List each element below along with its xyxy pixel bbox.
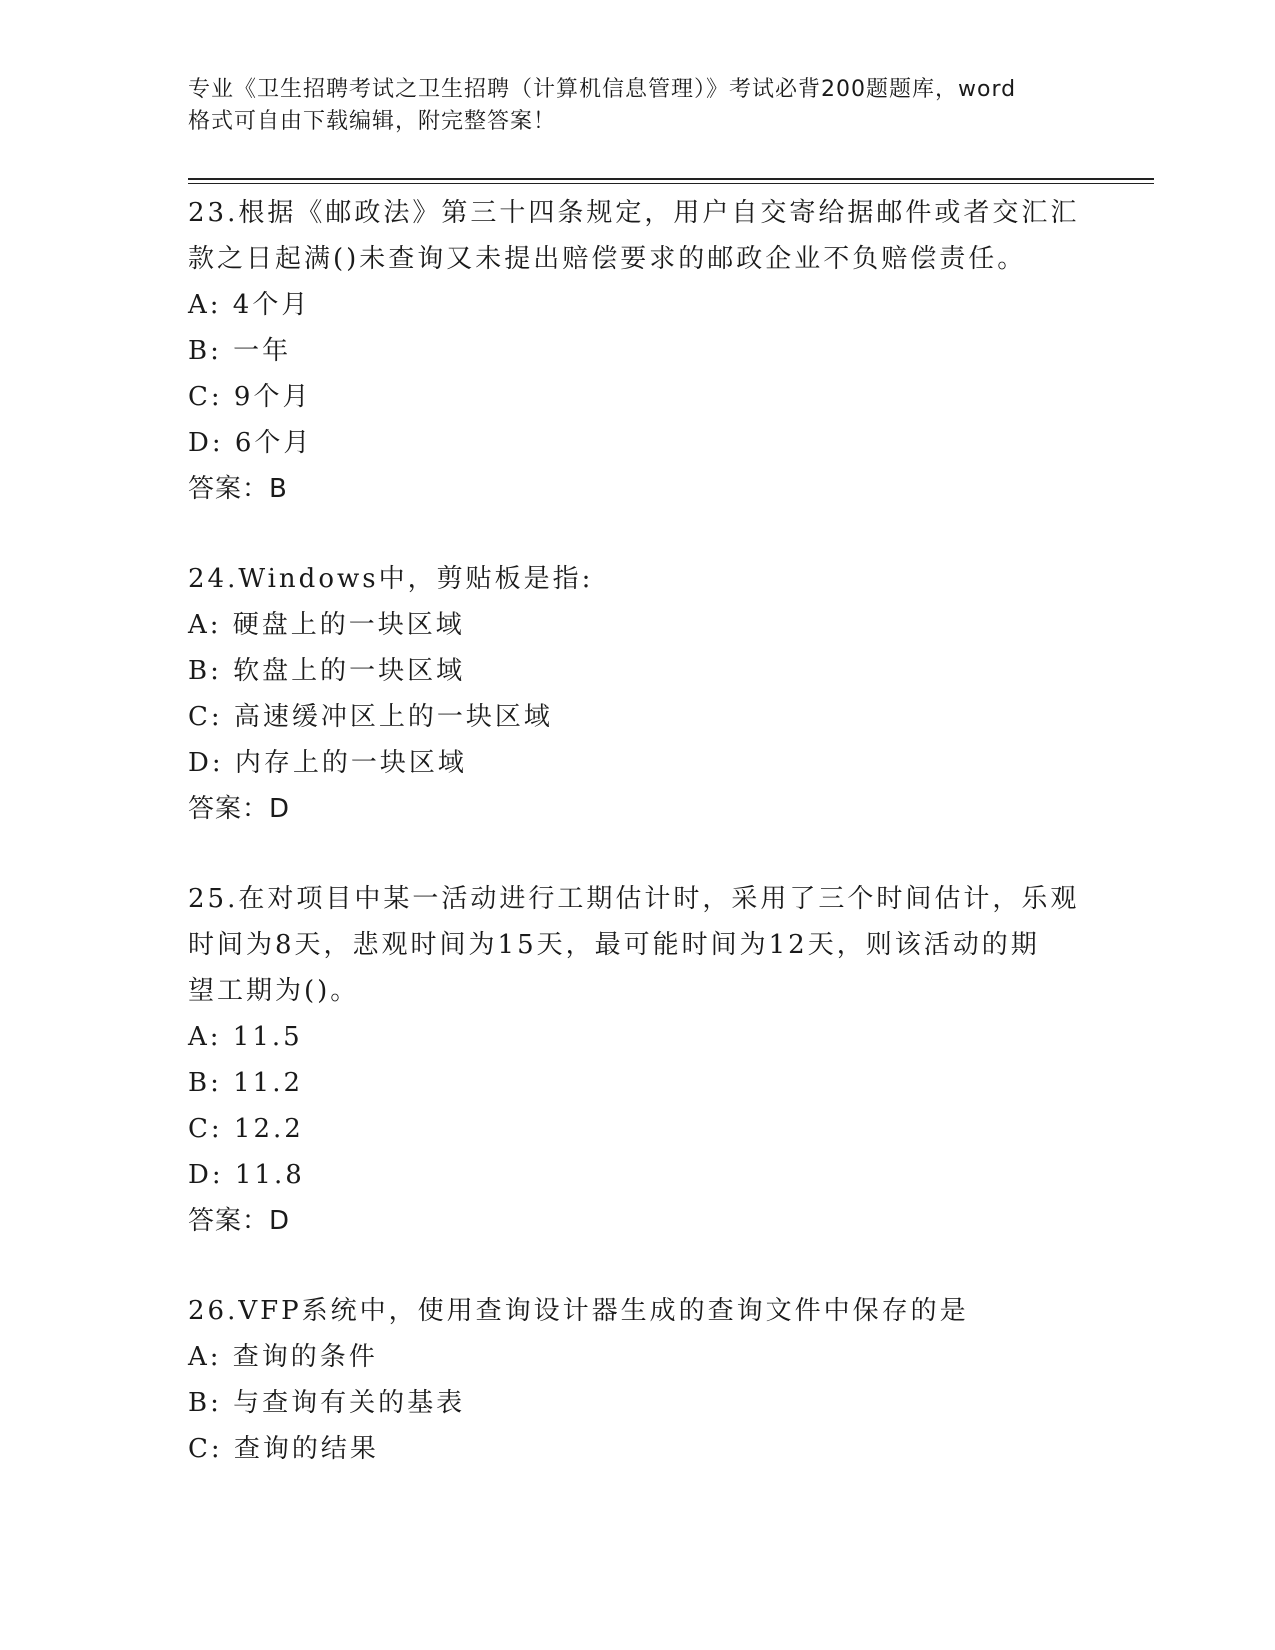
header-divider-thin bbox=[188, 183, 1154, 184]
question-text-line: 23.根据《邮政法》第三十四条规定，用户自交寄给据邮件或者交汇汇 bbox=[188, 198, 1080, 228]
header-line-2: 格式可自由下载编辑，附完整答案！ bbox=[188, 109, 557, 134]
header-divider-thick bbox=[188, 178, 1154, 180]
document-header bbox=[188, 74, 1088, 138]
option-c: C: 9个月 bbox=[188, 382, 312, 412]
question-list bbox=[188, 190, 1088, 1472]
question-26 bbox=[188, 1288, 1088, 1472]
question-text-line: 时间为8天，悲观时间为15天，最可能时间为12天，则该活动的期 bbox=[188, 930, 1040, 960]
option-c: C: 高速缓冲区上的一块区域 bbox=[188, 702, 553, 732]
option-a: A: 11.5 bbox=[188, 1022, 303, 1052]
option-a: A: 4个月 bbox=[188, 290, 311, 320]
option-d: D: 11.8 bbox=[188, 1160, 305, 1190]
option-a: A: 查询的条件 bbox=[188, 1342, 378, 1372]
answer: 答案：B bbox=[188, 474, 288, 504]
option-c: C: 查询的结果 bbox=[188, 1434, 379, 1464]
spacer bbox=[188, 512, 1088, 556]
answer: 答案：D bbox=[188, 1206, 291, 1236]
spacer bbox=[188, 1244, 1088, 1288]
question-25 bbox=[188, 876, 1088, 1244]
option-a: A: 硬盘上的一块区域 bbox=[188, 610, 465, 640]
option-b: B: 与查询有关的基表 bbox=[188, 1388, 466, 1418]
option-b: B: 11.2 bbox=[188, 1068, 304, 1098]
option-b: B: 软盘上的一块区域 bbox=[188, 656, 466, 686]
answer: 答案：D bbox=[188, 794, 291, 824]
option-d: D: 内存上的一块区域 bbox=[188, 748, 467, 778]
spacer bbox=[188, 832, 1088, 876]
question-text-line: 望工期为()。 bbox=[188, 976, 360, 1006]
question-text-line: 25.在对项目中某一活动进行工期估计时，采用了三个时间估计，乐观 bbox=[188, 884, 1080, 914]
option-d: D: 6个月 bbox=[188, 428, 313, 458]
option-c: C: 12.2 bbox=[188, 1114, 304, 1144]
option-b: B: 一年 bbox=[188, 336, 292, 366]
question-text-line: 款之日起满()未查询又未提出赔偿要求的邮政企业不负赔偿责任。 bbox=[188, 244, 1027, 274]
question-text-line: 24.Windows中，剪贴板是指: bbox=[188, 564, 594, 594]
question-23 bbox=[188, 190, 1088, 512]
question-24 bbox=[188, 556, 1088, 832]
header-line-1: 专业《卫生招聘考试之卫生招聘（计算机信息管理）》考试必背200题题库，word bbox=[188, 77, 1017, 102]
question-text-line: 26.VFP系统中，使用查询设计器生成的查询文件中保存的是 bbox=[188, 1296, 969, 1326]
